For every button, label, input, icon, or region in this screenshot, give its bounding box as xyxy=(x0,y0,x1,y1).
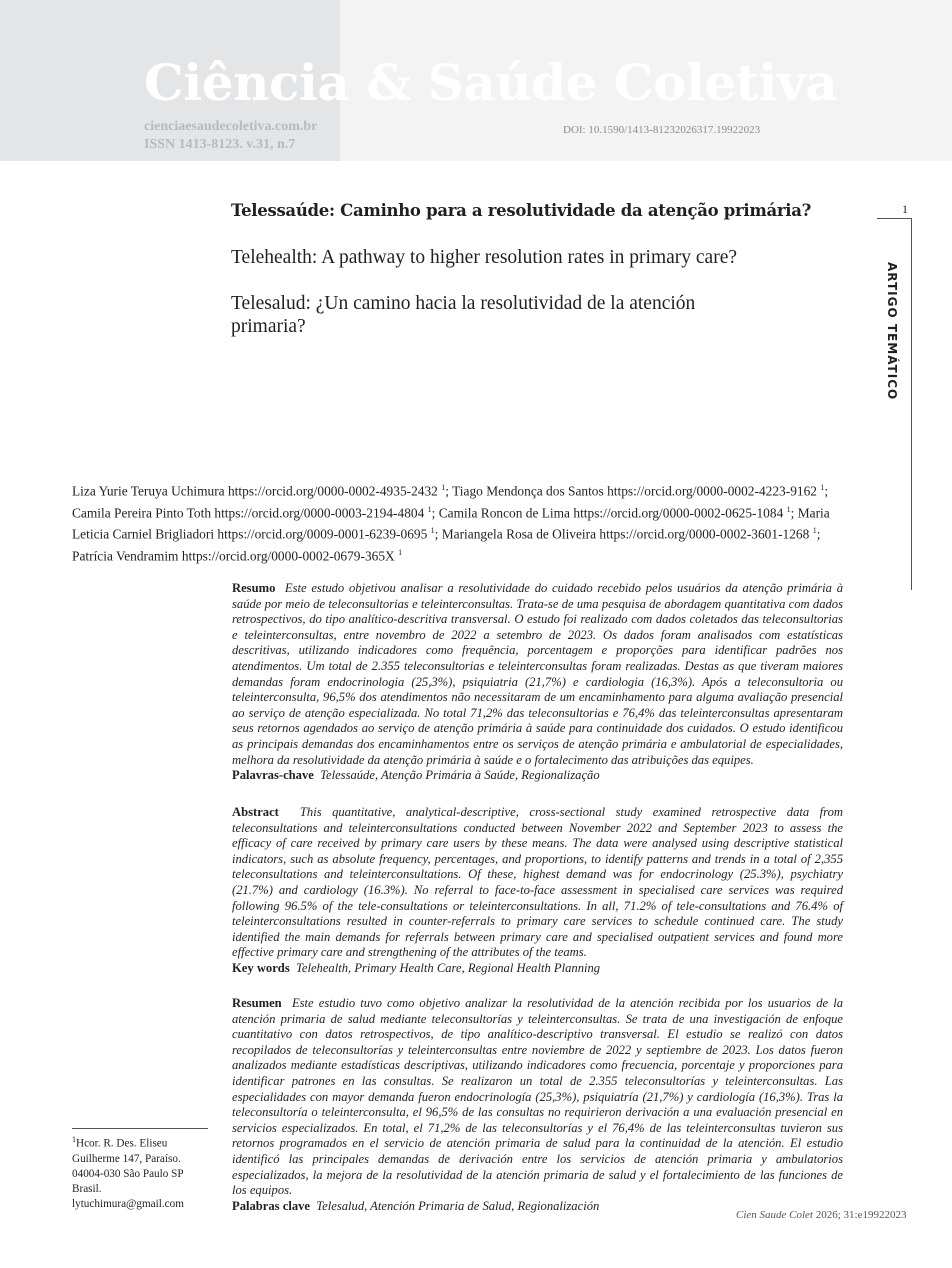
abstract-text: Este estudo objetivou analisar a resolutividade do cuidado recebido pelos usuários da atenção primária à saúde por meio de teleconsultorias e teleinterconsultas. Trata-se de uma pesquisa de abordagem quantitativa com dados retrospectivos, do tipo analítico-descritiva transversal. O estudo foi realizado com dados coletados das teleconsultorias e teleinterconsultas, entre novembro de 2022 a setembro de 2023. Os dados foram analisados com estatísticas descritivas, utilizando indicadores como frequência, porcentagem e proporções para identificar padrões nos atendimentos. Um total de 2.355 teleconsultorias e teleinterconsultas foram realizadas. Destas as que tiveram maiores demandas foram endocrinologia (25,3%), psiquiatria (21,7%) e cardiologia (16,3%). Após a teleconsultoria ou teleinterconsulta, 96,5% dos atendimentos não necessitaram de um encaminhamento para alguma avaliação presencial ao serviço de atenção especializada. No total 71,2% das teleconsultorias e 76,4% das teleinterconsultas apresentaram seus retornos agendados ao serviço de atenção primária à saúde para continuidade dos cuidados. O estudo identificou as principais demandas dos encaminhamentos entre os serviços de atenção primária e ambulatorial de especialidades, melhora da resolutividade da atenção primária à saúde e o fortalecimento das atribuições das equipes. xyxy=(232,581,844,767)
keywords-text: Telesalud, Atención Primaria de Salud, Regionalización xyxy=(316,1198,600,1213)
author-orcid-link[interactable]: https://orcid.org/0000-0002-0625-1084 xyxy=(573,505,784,521)
title-portuguese: Telessaúde: Caminho para a resolutividade da atenção primária? xyxy=(231,201,812,220)
abstract-label: Resumen xyxy=(232,996,282,1010)
author-name: Camila Roncon de Lima xyxy=(438,505,571,521)
author-affiliation: 1 xyxy=(441,483,446,492)
page-number: 1 xyxy=(902,202,908,216)
author-orcid-link[interactable]: https://orcid.org/0000-0002-4935-2432 xyxy=(227,483,438,499)
citation-ref: 2026; 31:e19922023 xyxy=(815,1209,907,1221)
author-affiliation: 1 xyxy=(427,504,432,514)
author-name: Mariangela Rosa de Oliveira xyxy=(441,526,597,542)
author-orcid-link[interactable]: https://orcid.org/0009-0001-6239-0695 xyxy=(217,526,428,542)
title-english: Telehealth: A pathway to higher resolution rates in primary care? xyxy=(231,247,738,268)
keywords-label: Palavras-chave xyxy=(232,768,314,783)
footnote-rule xyxy=(72,1128,208,1129)
keywords-line xyxy=(232,768,843,784)
author-name: Maria Leticia Carniel Brigliadori xyxy=(72,505,830,542)
keywords-label: Palabras clave xyxy=(232,1198,310,1213)
footnote-marker: 1 xyxy=(72,1135,76,1144)
journal-issn: ISSN 1413-8123. v.31, n.7 xyxy=(144,137,296,152)
author-orcid-link[interactable]: https://orcid.org/0000-0002-3601-1268 xyxy=(599,526,810,542)
journal-site-link[interactable]: cienciaesaudecoletiva.com.br xyxy=(144,119,318,134)
article-doi[interactable]: DOI: 10.1590/1413-81232026317.19922023 xyxy=(563,124,761,136)
author-affiliation: 1 xyxy=(398,548,403,558)
abstract-text: Este estudio tuvo como objetivo analizar la resolutividad de la atención recibida por los usuarios de la atención primaria de salud mediante teleconsultorías y teleinterconsultas. Se trata de una investigación de enfoque cuantitativo con datos retrospectivos, de tipo analítico-descriptivo transversal. El estudio se realizó con datos recopilados de teleconsultorías y teleinterconsultas entre noviembre de 2022 y septiembre de 2023. Los datos fueron analizados mediante estadísticas descriptivas, utilizando indicadores como frecuencia, porcentaje y proporciones para identificar patrones en las consultas. Se realizaron un total de 2.355 teleconsultorías y teleinterconsultas. Las especialidades con mayor demanda fueron endocrinología (25,3%), psiquiatría (21,7%) y cardiología (16,3%). Tras la teleconsultoría o teleinterconsulta, el 96,5% de las consultas no requirieron derivación a una evaluación presencial en servicios especializados. En total, el 71,2% de las teleconsultorías y el 76,4% de las teleinterconsultas tuvieron sus retornos programados en el servicio de atención primaria de salud para la continuidad de la atención. El estudio identificó las principales demandas de derivación entre los servicios de atención primaria y ambulatorios especializados, la mejora de la resolutividad de la atención primaria de salud y el fortalecimiento de las funciones de los equipos. xyxy=(232,996,844,1198)
author-orcid-link[interactable]: https://orcid.org/0000-0003-2194-4804 xyxy=(214,505,425,521)
keywords-label: Key words xyxy=(232,960,290,975)
title-spanish: Telesalud: ¿Un camino hacia la resolutividad de la atención primaria? xyxy=(231,293,696,337)
author-affiliation: 1 xyxy=(820,483,825,492)
author-orcid-link[interactable]: https://orcid.org/0000-0002-4223-9162 xyxy=(607,483,817,499)
citation-journal: Cien Saude Colet xyxy=(736,1209,813,1221)
abstract-portuguese xyxy=(232,581,843,784)
abstract-english xyxy=(232,805,843,977)
footnote-text: Hcor. R. Des. Eliseu Guilherme 147, Paraíso. 04004-030 São Paulo SP Brasil. lytuchimura@gmail.com xyxy=(72,1137,184,1210)
journal-title: Ciência & Saúde Coletiva xyxy=(144,53,838,112)
sidebar-rule-vertical xyxy=(911,218,912,590)
author-name: Liza Yurie Teruya Uchimura xyxy=(72,483,225,499)
journal-citation xyxy=(736,1209,907,1221)
section-label: ARTIGO TEMÁTICO xyxy=(885,262,899,401)
author-name: Patrícia Vendramim xyxy=(72,548,179,564)
abstract-spanish xyxy=(232,996,843,1214)
author-affiliation: 1 xyxy=(430,526,435,536)
author-affiliation: 1 xyxy=(812,526,817,536)
abstract-label: Abstract xyxy=(232,805,279,819)
author-name: Tiago Mendonça dos Santos xyxy=(452,483,604,499)
abstract-label: Resumo xyxy=(232,581,276,595)
sidebar-rule-horizontal xyxy=(877,218,912,219)
author-list: Liza Yurie Teruya Uchimura https://orcid.org/0000-0002-4935-2432 $^1$; Tiago Mendonça dos Santos https://orcid.org/0000-0002-4223-9162 $^1$; Camila Pereira Pinto Toth https://orcid.org/0000-0003-2194-4804 $^1$; Camila Roncon de Lima https://orcid.org/0000-0002-0625-1084 $^1$; Maria Leticia Carniel Brigliadori https://orcid.org/0009-0001-6239-0695 $^1$; Mariangela Rosa de Oliveira https://orcid.org/0000-0002-3601-1268 $^1$; Patrícia Vendramim https://orcid.org/0000-0002-0679-365X $^1$ xyxy=(72,483,830,564)
keywords-line xyxy=(232,961,843,977)
author-affiliation: 1 xyxy=(786,504,791,514)
author-orcid-link[interactable]: https://orcid.org/0000-0002-0679-365X xyxy=(181,548,395,564)
abstract-text: This quantitative, analytical-descriptive, cross-sectional study examined retrospective data from teleconsultations and teleinterconsultations conducted between November 2022 and September 2023 to assess the efficacy of care received by primary care users by these means. The data were analysed using descriptive statistical indicators, such as absolute frequency, percentages, and proportions, to identify patterns and trends in a total of 2,355 teleconsultations and teleinterconsultations. Of these, highest demand was for endocrinology (25.3%), psychiatry (21.7%) and cardiology (16.3%). No referral to face-to-face assessment in specialised care services was required following 96.5% of the tele-consultations or teleinterconsultations. In all, 71.2% of tele-consultations and 76.4% of teleinterconsultations resulted in counter-referrals to primary care services to schedule continued care. The study identified the main demands for referrals between primary care and specialised outpatient services and found more effective primary care and strengthening of the attributes of the teams. xyxy=(232,805,844,960)
affiliation-footnote xyxy=(72,1132,212,1212)
keywords-text: Telessaúde, Atenção Primária à Saúde, Regionalização xyxy=(320,768,600,783)
keywords-text: Telehealth, Primary Health Care, Regional Health Planning xyxy=(296,960,601,975)
author-name: Camila Pereira Pinto Toth xyxy=(72,505,212,521)
